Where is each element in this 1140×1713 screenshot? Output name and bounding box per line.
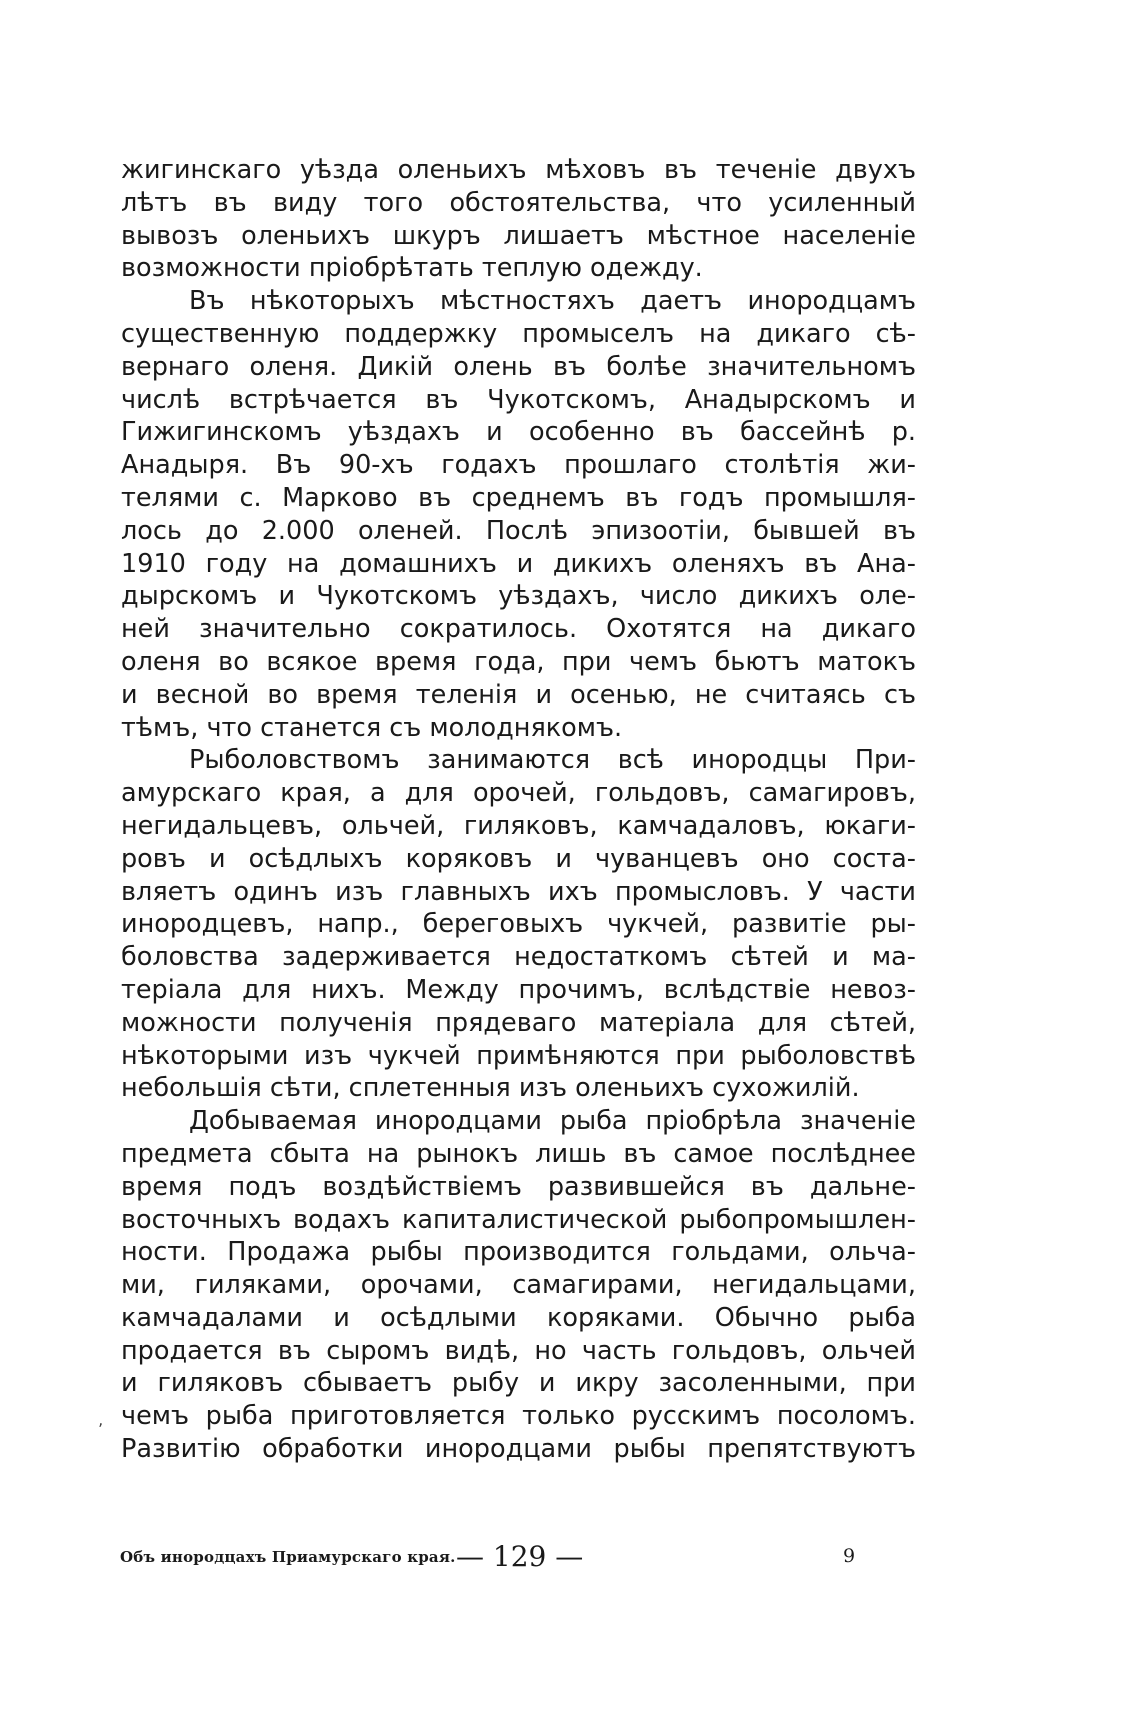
paragraph — [121, 154, 916, 285]
text-line: боловства задерживается недостаткомъ сѣтей и ма- — [121, 942, 916, 973]
paragraph — [121, 1105, 916, 1466]
text-line: числѣ встрѣчается въ Чукотскомъ, Анадырскомъ и — [121, 384, 916, 415]
text-line: теріала для нихъ. Между прочимъ, вслѣдствіе невоз- — [121, 974, 916, 1005]
margin-speck-mark: ʼ — [98, 1420, 104, 1439]
text-line: Въ нѣкоторыхъ мѣстностяхъ даетъ инородцамъ — [189, 286, 916, 317]
page-number: — 129 — — [456, 1540, 584, 1573]
text-line: камчадалами и осѣдлыми коряками. Обычно рыба — [121, 1302, 916, 1333]
text-line: жигинскаго уѣзда оленьихъ мѣховъ въ теченіе двухъ — [121, 155, 916, 185]
signature-mark: 9 — [843, 1545, 856, 1567]
text-line: амурскаго края, а для орочей, гольдовъ, самагировъ, — [121, 778, 916, 809]
text-line: Рыболовствомъ занимаются всѣ инородцы При- — [189, 745, 916, 776]
running-footer-title: Объ инородцахъ Приамурскаго края. — [120, 1548, 456, 1566]
text-line: вывозъ оленьихъ шкуръ лишаетъ мѣстное населеніе — [121, 220, 916, 251]
text-line: ности. Продажа рыбы производится гольдами, ольча- — [121, 1237, 916, 1268]
page-body — [121, 154, 916, 1466]
text-line: лѣтъ въ виду того обстоятельства, что усиленный — [121, 187, 916, 218]
text-line: вляетъ одинъ изъ главныхъ ихъ промысловъ. У части — [121, 876, 916, 907]
page-footer — [0, 1540, 1140, 1580]
text-line: телями с. Марково въ среднемъ въ годъ промышля- — [121, 482, 916, 513]
text-line: небольшія сѣти, сплетенныя изъ оленьихъ сухожилій. — [121, 1073, 860, 1104]
text-line: Гижигинскомъ уѣздахъ и особенно въ бассейнѣ р. — [121, 417, 916, 448]
text-line: Развитію обработки инородцами рыбы препятствуютъ — [121, 1434, 916, 1465]
text-line: ровъ и осѣдлыхъ коряковъ и чуванцевъ оно соста- — [121, 843, 916, 874]
text-line: дырскомъ и Чукотскомъ уѣздахъ, число дикихъ оле- — [121, 581, 916, 612]
text-line: продается въ сыромъ видѣ, но часть гольдовъ, ольчей — [121, 1335, 916, 1366]
text-line: нѣкоторыми изъ чукчей примѣняются при рыболовствѣ — [121, 1040, 916, 1071]
text-line: существенную поддержку промыселъ на дикаго сѣ- — [121, 318, 916, 349]
text-line: ней значительно сократилось. Охотятся на дикаго — [121, 614, 916, 645]
text-line: 1910 году на домашнихъ и дикихъ оленяхъ въ Ана- — [121, 548, 916, 579]
text-line: оленя во всякое время года, при чемъ бьютъ матокъ — [121, 646, 916, 677]
text-line: лось до 2.000 оленей. Послѣ эпизоотіи, бывшей въ — [121, 515, 916, 546]
text-line: и весной во время теленія и осенью, не считаясь съ — [121, 679, 916, 710]
text-line: предмета сбыта на рынокъ лишь въ самое послѣднее — [121, 1138, 916, 1169]
text-line: время подъ воздѣйствіемъ развившейся въ дальне- — [121, 1171, 916, 1202]
text-line: инородцевъ, напр., береговыхъ чукчей, развитіе ры- — [121, 909, 916, 940]
text-line: Анадыря. Въ 90-хъ годахъ прошлаго столѣтія жи- — [121, 450, 916, 481]
text-line: вернаго оленя. Дикій олень въ болѣе значительномъ — [121, 351, 916, 382]
paragraph — [121, 285, 916, 744]
text-line: Добываемая инородцами рыба пріобрѣла значеніе — [189, 1106, 916, 1137]
text-line: негидальцевъ, ольчей, гиляковъ, камчадаловъ, юкаги- — [121, 810, 916, 841]
text-line: тѣмъ, что станется съ молоднякомъ. — [121, 712, 623, 743]
text-line: и гиляковъ сбываетъ рыбу и икру засоленными, при — [121, 1368, 916, 1399]
paragraph — [121, 744, 916, 1105]
text-line: восточныхъ водахъ капиталистической рыбопромышлен- — [121, 1204, 916, 1235]
text-line: можности полученія прядеваго матеріала для сѣтей, — [121, 1007, 916, 1038]
text-line: чемъ рыба приготовляется только русскимъ посоломъ. — [121, 1401, 916, 1432]
text-line: ми, гиляками, орочами, самагирами, негидальцами, — [121, 1270, 916, 1301]
text-line: возможности пріобрѣтать теплую одежду. — [121, 253, 703, 284]
